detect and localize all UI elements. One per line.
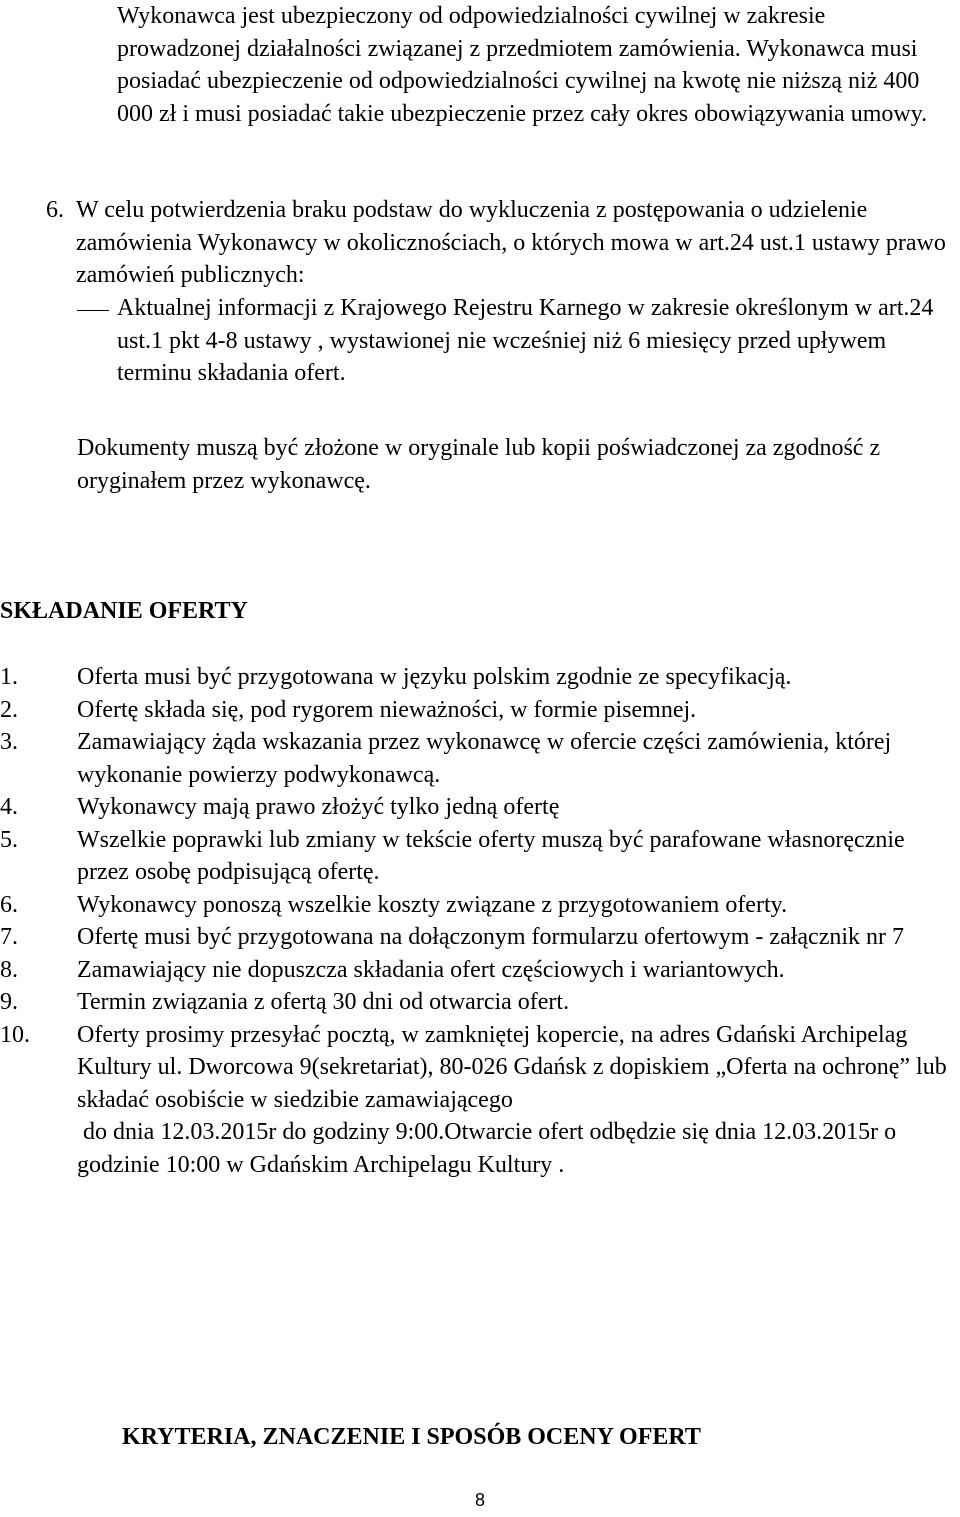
offers-list (0, 661, 960, 1181)
item-text: Oferta musi być przygotowana w języku polskim zgodnie ze specyfikacją. (77, 664, 792, 690)
item-number: 2. (0, 696, 18, 723)
list-item (0, 986, 960, 1019)
list-item (0, 824, 960, 889)
list-item (0, 791, 960, 824)
section-heading-criteria: KRYTERIA, ZNACZENIE I SPOSÓB OCENY OFERT (122, 1424, 701, 1450)
list-item (0, 1019, 960, 1182)
item-number: 7. (0, 924, 18, 950)
list-item (0, 661, 960, 694)
list-item (0, 954, 960, 987)
item-text: Wykonawcy mają prawo złożyć tylko jedną ofertę (77, 794, 560, 820)
item-number: 6. (46, 197, 64, 223)
section-heading-offers: SKŁADANIE OFERTY (0, 598, 248, 624)
item-number: 9. (0, 989, 18, 1015)
list-item (0, 694, 960, 727)
item-continuation: do dnia 12.03.2015r do godziny 9:00.Otwarcie ofert odbędzie się dnia 12.03.2015r o godzinie 10:00 w Gdańskim Archipelagu Kultury . (77, 1119, 903, 1178)
dash-item-text: Aktualnej informacji z Krajowego Rejestru Karnego w zakresie określonym w art.24 ust.1 pkt 4-8 ustawy , wystawionej nie wcześniej niż 6 miesięcy przed upływem terminu składania ofert. (117, 295, 934, 386)
numbered-item-6 (46, 194, 956, 292)
item-number: 6. (0, 891, 18, 918)
item-number: 10. (0, 1021, 30, 1048)
item-text: Ofertę musi być przygotowana na dołączonym formularzu ofertowym - załącznik nr 7 (77, 924, 905, 950)
item-number: 4. (0, 794, 18, 820)
dash-bullet (77, 310, 109, 311)
item-number: 1. (0, 664, 18, 690)
item-number: 3. (0, 729, 18, 755)
item-text: Zamawiający żąda wskazania przez wykonawcę w ofercie części zamówienia, której wykonanie powierzy podwykonawcą. (77, 729, 892, 788)
item-text: Oferty prosimy przesyłać pocztą, w zamkniętej kopercie, na adres Gdański Archipelag Kultury ul. Dworcowa 9(sekretariat), 80-026 Gdańsk z dopiskiem „Oferta na ochronę” lub składać osobiście w siedzibie zamawiającego (77, 1021, 947, 1113)
dash-list-item (77, 292, 957, 390)
item-text: Wykonawcy ponoszą wszelkie koszty związane z przygotowaniem oferty. (77, 891, 788, 918)
item-text: W celu potwierdzenia braku podstaw do wykluczenia z postępowania o udzielenie zamówienia Wykonawcy w okolicznościach, o których mowa w art.24 ust.1 ustawy prawo zamówień publicznych: (76, 197, 946, 288)
item-number: 8. (0, 956, 18, 983)
intro-paragraph: Wykonawca jest ubezpieczony od odpowiedzialności cywilnej w zakresie prowadzonej działalności związanej z przedmiotem zamówienia. Wykonawca musi posiadać ubezpieczenie od odpowiedzialności cywilnej na kwotę nie niższą niż 400 000 zł i musi posiadać takie ubezpieczenie przez cały okres obowiązywania umowy. (117, 3, 928, 127)
list-item (0, 889, 960, 922)
item-text: Ofertę składa się, pod rygorem nieważności, w formie pisemnej. (77, 696, 697, 723)
list-item (0, 921, 960, 954)
list-item (0, 726, 960, 791)
item-text: Zamawiający nie dopuszcza składania ofert częściowych i wariantowych. (77, 956, 785, 983)
item-text: Termin związania z ofertą 30 dni od otwarcia ofert. (77, 989, 570, 1015)
page-number: 8 (474, 1490, 485, 1510)
item-number: 5. (0, 826, 18, 853)
documents-note: Dokumenty muszą być złożone w oryginale lub kopii poświadczonej za zgodność z oryginałem przez wykonawcę. (77, 435, 881, 494)
item-text: Wszelkie poprawki lub zmiany w tekście oferty muszą być parafowane własnoręcznie przez osobę podpisującą ofertę. (77, 826, 905, 885)
